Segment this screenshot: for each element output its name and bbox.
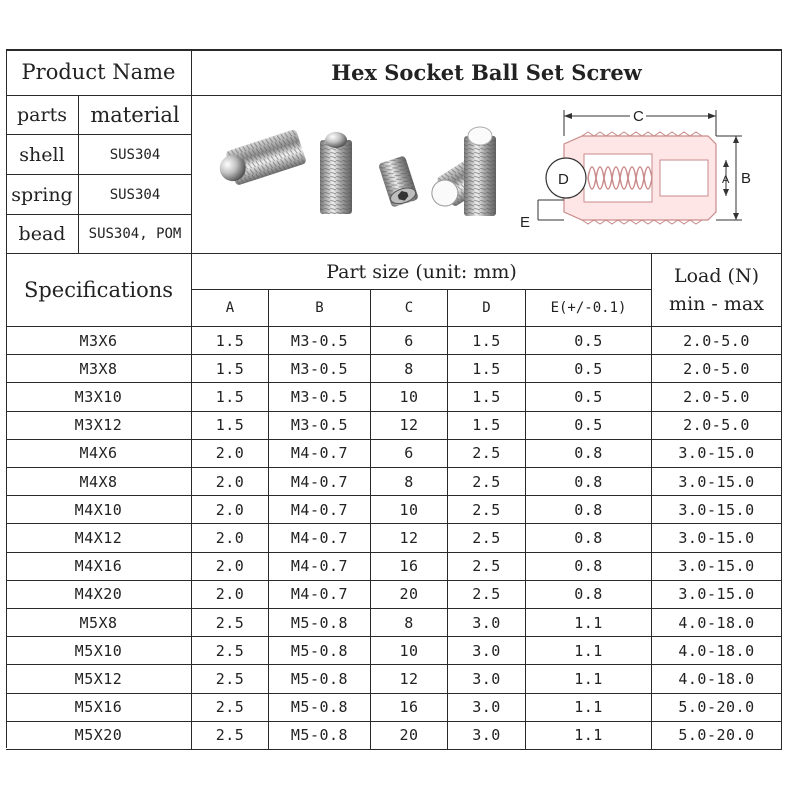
cell-b: M5-0.8 [269, 694, 371, 722]
spec-cell: M4X6 [6, 440, 192, 468]
cell-d: 1.5 [448, 355, 526, 383]
cell-e: 0.5 [526, 383, 652, 411]
cell-load: 3.0-15.0 [652, 496, 782, 524]
cell-load: 3.0-15.0 [652, 440, 782, 468]
cell-e: 1.1 [526, 665, 652, 693]
parts-label: parts [6, 96, 79, 135]
cell-d: 2.5 [448, 553, 526, 581]
cell-e: 0.8 [526, 468, 652, 496]
cell-load: 4.0-18.0 [652, 609, 782, 637]
cell-e: 0.5 [526, 412, 652, 440]
part-name: spring [6, 175, 79, 215]
cell-e: 0.8 [526, 440, 652, 468]
cell-c: 20 [371, 581, 448, 609]
cell-b: M3-0.5 [269, 327, 371, 355]
part-material: SUS304 [79, 135, 192, 175]
cell-d: 1.5 [448, 383, 526, 411]
cell-c: 10 [371, 383, 448, 411]
load-unit-label: Load (N) [673, 265, 760, 287]
cell-d: 2.5 [448, 581, 526, 609]
cell-c: 8 [371, 355, 448, 383]
cell-d: 3.0 [448, 637, 526, 665]
cell-d: 3.0 [448, 722, 526, 750]
spec-cell: M5X10 [6, 637, 192, 665]
cell-a: 2.0 [192, 440, 269, 468]
cell-e: 0.8 [526, 524, 652, 552]
load-range-label: min - max [669, 293, 764, 315]
cell-d: 1.5 [448, 412, 526, 440]
cell-b: M5-0.8 [269, 609, 371, 637]
cell-b: M5-0.8 [269, 665, 371, 693]
spec-cell: M4X12 [6, 524, 192, 552]
cell-b: M3-0.5 [269, 412, 371, 440]
cell-a: 2.5 [192, 609, 269, 637]
spec-cell: M4X20 [6, 581, 192, 609]
dimension-drawing [520, 107, 751, 231]
cell-c: 8 [371, 609, 448, 637]
part-size-label: Part size (unit: mm) [192, 254, 652, 290]
cell-a: 2.5 [192, 722, 269, 750]
spec-cell: M5X16 [6, 694, 192, 722]
dim-label-d: D [558, 171, 569, 188]
cell-b: M4-0.7 [269, 468, 371, 496]
spec-cell: M5X8 [6, 609, 192, 637]
cell-d: 3.0 [448, 609, 526, 637]
cell-b: M5-0.8 [269, 722, 371, 750]
product-name-label: Product Name [6, 49, 192, 96]
cell-a: 2.5 [192, 665, 269, 693]
cell-load: 2.0-5.0 [652, 327, 782, 355]
cell-e: 1.1 [526, 722, 652, 750]
spec-cell: M3X6 [6, 327, 192, 355]
column-header-d: D [448, 290, 526, 327]
cell-load: 3.0-15.0 [652, 468, 782, 496]
cell-e: 0.5 [526, 327, 652, 355]
spec-cell: M4X10 [6, 496, 192, 524]
cell-c: 10 [371, 637, 448, 665]
cell-a: 1.5 [192, 327, 269, 355]
dim-label-a: A [722, 174, 730, 186]
cell-d: 3.0 [448, 694, 526, 722]
cell-c: 20 [371, 722, 448, 750]
spec-cell: M3X8 [6, 355, 192, 383]
column-header-b: B [269, 290, 371, 327]
cell-load: 3.0-15.0 [652, 581, 782, 609]
dim-label-e: E [520, 214, 531, 231]
cell-b: M4-0.7 [269, 581, 371, 609]
cell-e: 1.1 [526, 637, 652, 665]
spec-cell: M3X10 [6, 383, 192, 411]
cell-e: 0.8 [526, 496, 652, 524]
ball-set-screw-photo [320, 132, 352, 214]
cell-e: 0.8 [526, 553, 652, 581]
cell-load: 5.0-20.0 [652, 694, 782, 722]
cell-d: 2.5 [448, 496, 526, 524]
cell-b: M3-0.5 [269, 383, 371, 411]
cell-a: 2.0 [192, 581, 269, 609]
cell-c: 12 [371, 412, 448, 440]
cell-a: 1.5 [192, 383, 269, 411]
load-label [652, 254, 782, 327]
spec-cell: M3X12 [6, 412, 192, 440]
cell-b: M3-0.5 [269, 355, 371, 383]
column-header-c: C [371, 290, 448, 327]
ball-set-screw-photo [464, 127, 496, 216]
cell-b: M4-0.7 [269, 524, 371, 552]
cell-a: 2.0 [192, 468, 269, 496]
cell-e: 0.5 [526, 355, 652, 383]
cell-load: 3.0-15.0 [652, 524, 782, 552]
spec-cell: M4X8 [6, 468, 192, 496]
cell-load: 2.0-5.0 [652, 355, 782, 383]
part-material: SUS304, POM [79, 215, 192, 254]
cell-load: 3.0-15.0 [652, 553, 782, 581]
column-header-e: E(+/-0.1) [526, 290, 652, 327]
cell-b: M5-0.8 [269, 637, 371, 665]
cell-a: 1.5 [192, 355, 269, 383]
cell-e: 1.1 [526, 609, 652, 637]
cell-d: 3.0 [448, 665, 526, 693]
cell-load: 5.0-20.0 [652, 722, 782, 750]
cell-c: 12 [371, 524, 448, 552]
cell-d: 2.5 [448, 524, 526, 552]
cell-load: 2.0-5.0 [652, 412, 782, 440]
cell-c: 8 [371, 468, 448, 496]
cell-a: 2.5 [192, 694, 269, 722]
spec-cell: M5X20 [6, 722, 192, 750]
ball-set-screw-photo [378, 155, 419, 207]
cell-a: 2.5 [192, 637, 269, 665]
cell-d: 2.5 [448, 440, 526, 468]
cell-b: M4-0.7 [269, 440, 371, 468]
material-label: material [79, 96, 192, 135]
spec-cell: M4X16 [6, 553, 192, 581]
cell-c: 6 [371, 440, 448, 468]
cell-c: 12 [371, 665, 448, 693]
cell-e: 1.1 [526, 694, 652, 722]
cell-a: 1.5 [192, 412, 269, 440]
cell-c: 16 [371, 553, 448, 581]
product-name: Hex Socket Ball Set Screw [192, 49, 782, 96]
cell-d: 2.5 [448, 468, 526, 496]
cell-c: 16 [371, 694, 448, 722]
cell-b: M4-0.7 [269, 496, 371, 524]
cell-a: 2.0 [192, 496, 269, 524]
cell-a: 2.0 [192, 553, 269, 581]
cell-c: 6 [371, 327, 448, 355]
column-header-a: A [192, 290, 269, 327]
specifications-label: Specifications [6, 254, 192, 327]
cell-a: 2.0 [192, 524, 269, 552]
part-name: bead [6, 215, 79, 254]
dim-label-b: B [741, 170, 752, 187]
cell-d: 1.5 [448, 327, 526, 355]
dim-label-c: C [633, 108, 644, 125]
cell-load: 4.0-18.0 [652, 637, 782, 665]
product-illustration [192, 96, 782, 254]
part-material: SUS304 [79, 175, 192, 215]
spec-sheet [6, 49, 782, 748]
cell-load: 4.0-18.0 [652, 665, 782, 693]
part-name: shell [6, 135, 79, 175]
cell-c: 10 [371, 496, 448, 524]
cell-e: 0.8 [526, 581, 652, 609]
ball-set-screw-photo [215, 129, 307, 190]
spec-cell: M5X12 [6, 665, 192, 693]
cell-b: M4-0.7 [269, 553, 371, 581]
cell-load: 2.0-5.0 [652, 383, 782, 411]
